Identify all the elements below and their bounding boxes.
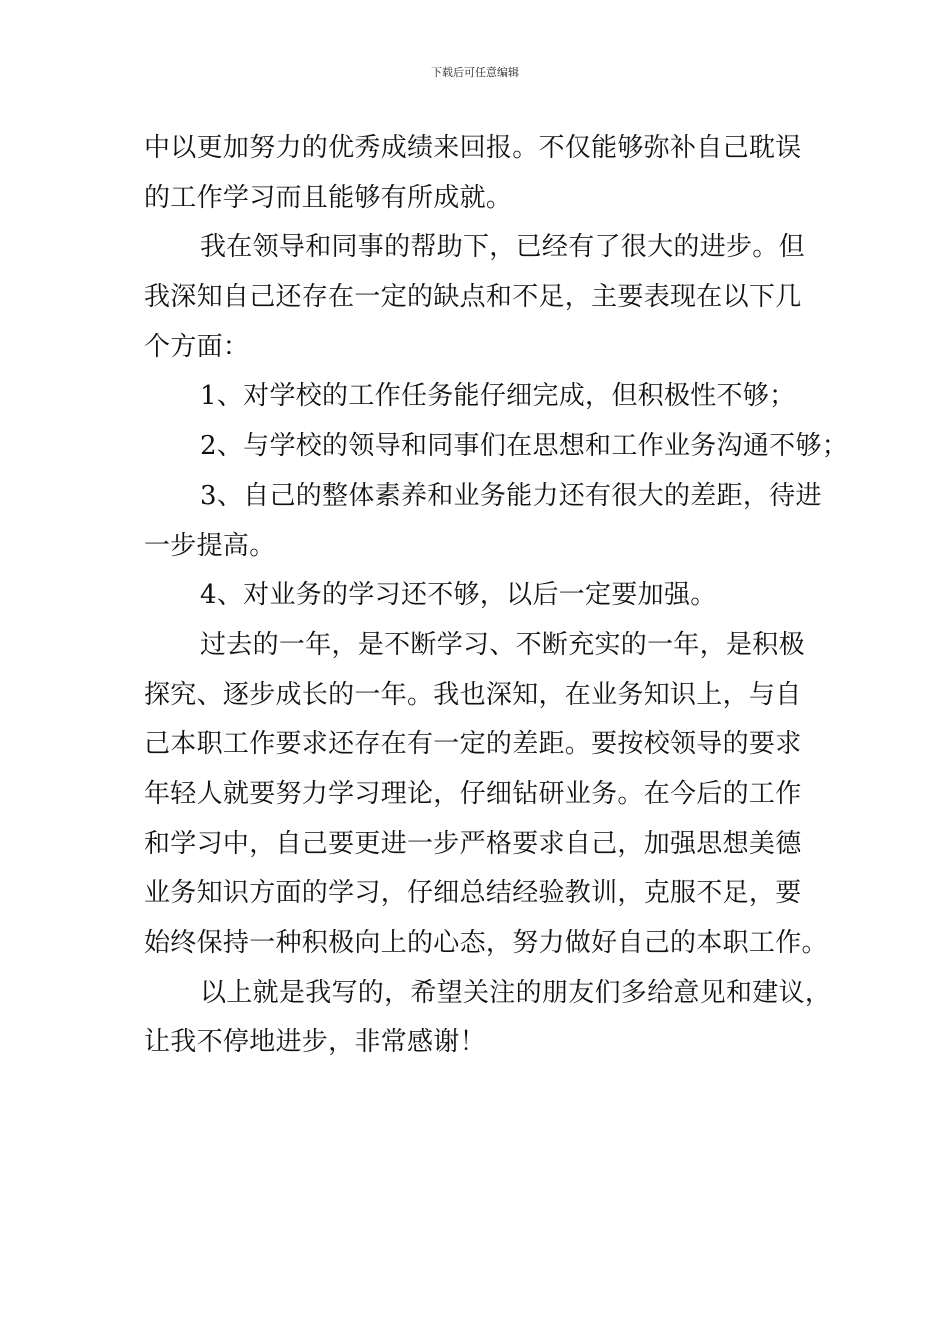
text-line: 探究、逐步成长的一年。我也深知，在业务知识上，与自: [144, 679, 802, 710]
text-line: 中以更加努力的优秀成绩来回报。不仅能够弥补自己耽误: [144, 133, 802, 163]
list-item-3: 3、自己的整体素养和业务能力还有很大的差距，待进: [200, 480, 822, 511]
text-line: 和学习中，自己要更进一步严格要求自己，加强思想美德: [144, 828, 802, 859]
text-line: 让我不停地进步，非常感谢！: [144, 1027, 486, 1058]
page-header: 下载后可任意编辑: [431, 66, 519, 79]
text-line: 业务知识方面的学习，仔细总结经验教训，克服不足，要: [144, 878, 802, 909]
text-line: 己本职工作要求还存在有一定的差距。要按校领导的要求: [144, 729, 802, 760]
text-line: 年轻人就要努力学习理论，仔细钻研业务。在今后的工作: [144, 778, 802, 809]
paragraph-start-line: 我在领导和同事的帮助下，已经有了很大的进步。但: [200, 232, 805, 263]
text-line: 始终保持一种积极向上的心态，努力做好自己的本职工作。: [144, 928, 828, 958]
paragraph-start-line: 以上就是我写的，希望关注的朋友们多给意见和建议，: [200, 977, 832, 1008]
text-line: 的工作学习而且能够有所成就。: [144, 182, 513, 213]
list-item-2: 2、与学校的领导和同事们在思想和工作业务沟通不够；: [200, 431, 849, 462]
document-body: [144, 124, 849, 1068]
text-line: 一步提高。: [144, 530, 276, 561]
paragraph-start-line: 过去的一年，是不断学习、不断充实的一年，是积极: [200, 629, 805, 660]
list-item-4: 4、对业务的学习还不够，以后一定要加强。: [200, 580, 717, 611]
text-line: 我深知自己还存在一定的缺点和不足，主要表现在以下几: [144, 282, 802, 313]
text-line: 个方面：: [144, 331, 250, 362]
list-item-1: 1、对学校的工作任务能仔细完成，但积极性不够；: [200, 381, 796, 412]
